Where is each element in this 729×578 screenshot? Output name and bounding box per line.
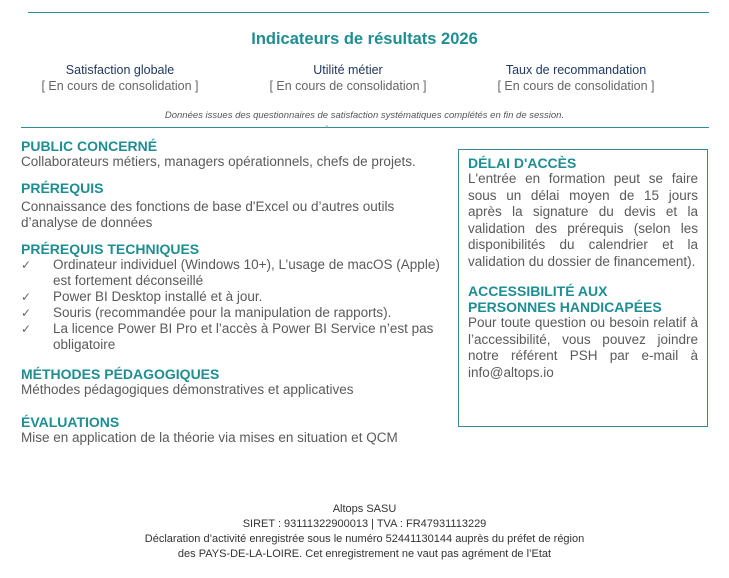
prerequis-tech-heading: PRÉREQUIS TECHNIQUES — [21, 241, 200, 257]
indicator-name: Satisfaction globale — [65, 63, 175, 77]
list-item-text: Souris (recommandée pour la manipulation de rapports). — [53, 305, 392, 320]
page-title: Indicateurs de résultats 2026 — [251, 30, 478, 48]
left-column — [21, 138, 451, 446]
methodes-text: Méthodes pédagogiques démonstratives et applicatives — [21, 382, 354, 397]
indicator-satisfaction — [20, 62, 220, 94]
stray-mark: ° — [325, 124, 329, 134]
list-item — [21, 257, 451, 289]
list-item-text: Ordinateur individuel (Windows 10+), L’usage de macOS (Apple) est fortement déconseillé — [53, 257, 440, 288]
source-note: Données issues des questionnaires de satisfaction systématiques complétés en fin de session. — [164, 110, 565, 121]
prerequis-text: Connaissance des fonctions de base d'Excel ou d’autres outils d’analyse de données — [21, 199, 395, 230]
top-divider — [28, 12, 709, 13]
footer-declaration-line-1: Déclaration d’activité enregistrée sous le numéro 52441130144 auprès du préfet de région — [144, 533, 585, 545]
indicator-status: [ En cours de consolidation ] — [497, 79, 655, 93]
indicator-name: Taux de recommandation — [505, 63, 647, 77]
accessibilite-text: Pour toute question ou besoin relatif à l’accessibilité, vous pouvez joindre notre référent PSH par e-mail à info@altops.io — [468, 315, 698, 380]
list-item — [21, 289, 451, 305]
indicator-recommandation — [476, 62, 676, 94]
check-icon: ✓ — [21, 306, 32, 320]
indicator-utilite — [248, 62, 448, 94]
delai-text: L'entrée en formation peut se faire sous un délai moyen de 15 jours après la signature du devis et la validation des prérequis (selon les disponibilités du calendrier et la validation du dossier de financement). — [468, 171, 698, 269]
list-item-text: La licence Power BI Pro et l’accès à Power BI Service n’est pas obligatoire — [53, 321, 434, 352]
public-text: Collaborateurs métiers, managers opérationnels, chefs de projets. — [21, 154, 416, 169]
header-divider — [21, 127, 709, 128]
accessibilite-heading: ACCESSIBILITÉ AUX PERSONNES HANDICAPÉES — [468, 283, 662, 315]
footer-company: Altops SASU — [332, 503, 397, 515]
prerequis-tech-list — [21, 257, 451, 353]
list-item — [21, 321, 451, 353]
check-icon: ✓ — [21, 322, 32, 336]
delai-heading: DÉLAI D'ACCÈS — [468, 155, 577, 171]
methodes-heading: MÉTHODES PÉDAGOGIQUES — [21, 366, 220, 382]
public-heading: PUBLIC CONCERNÉ — [21, 138, 158, 154]
check-icon: ✓ — [21, 290, 32, 304]
evaluations-text: Mise en application de la théorie via mises en situation et QCM — [21, 430, 398, 445]
indicator-status: [ En cours de consolidation ] — [269, 79, 427, 93]
list-item-text: Power BI Desktop installé et à jour. — [53, 289, 263, 304]
footer-declaration-line-2: des PAYS-DE-LA-LOIRE. Cet enregistrement ne vaut pas agrément de l’Etat — [177, 548, 552, 560]
footer — [0, 502, 729, 562]
indicator-status: [ En cours de consolidation ] — [41, 79, 199, 93]
check-icon: ✓ — [21, 258, 32, 272]
indicator-name: Utilité métier — [313, 63, 383, 77]
footer-ids: SIRET : 93111322900013 | TVA : FR47931113229 — [242, 518, 487, 530]
evaluations-heading: ÉVALUATIONS — [21, 414, 120, 430]
list-item — [21, 305, 451, 321]
info-box — [458, 149, 708, 427]
prerequis-heading: PRÉREQUIS — [21, 180, 104, 196]
